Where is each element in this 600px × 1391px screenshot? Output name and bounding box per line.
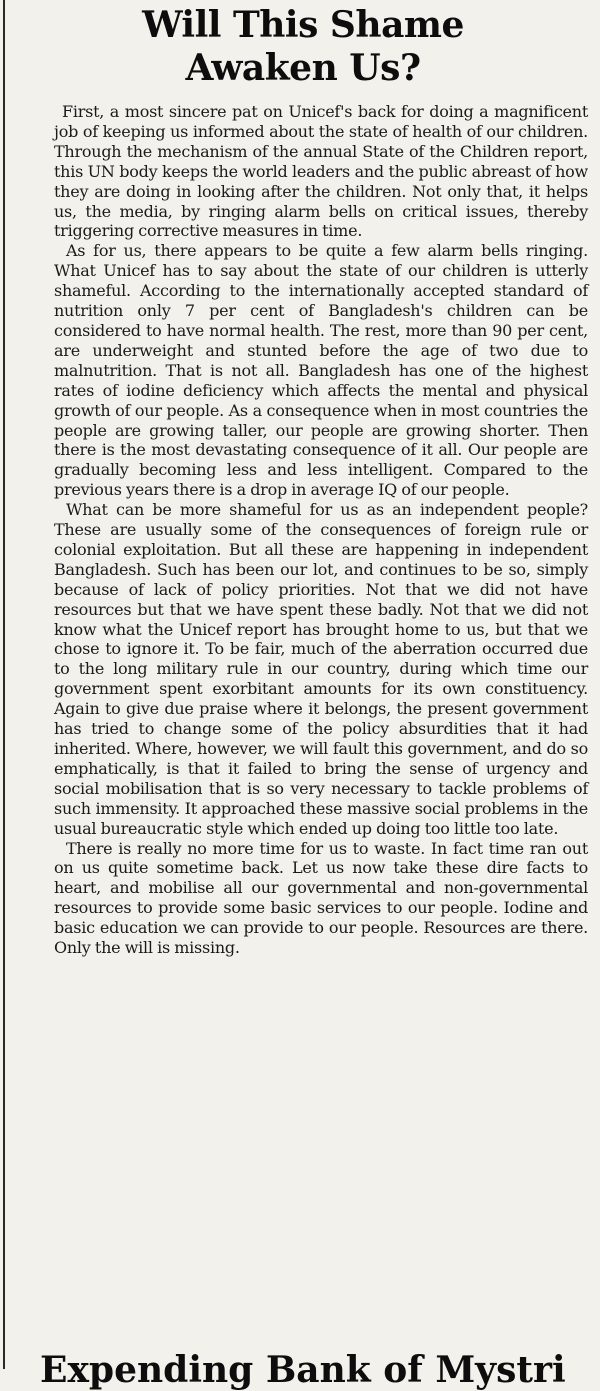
article-headline (14, 4, 592, 90)
next-article-headline: Expending Bank of Mystri (40, 1349, 566, 1391)
paragraph-1: First, a most sincere pat on Unicef's back for doing a magnificent job of keeping us informed about the state of health of our children. Through the mechanism of the annual State of the Children report, this UN body keeps the world leaders and the public abreast of how they are doing in looking after the children. Not only that, it helps us, the media, by ringing alarm bells on critical issues, thereby triggering corrective measures in time. (54, 102, 588, 241)
editorial-article (14, 4, 592, 958)
paragraph-4: There is really no more time for us to waste. In fact time ran out on us quite sometime back. Let us now take these dire facts to heart, and mobilise all our governmental and non-governmental resources to provide some basic services to our people. Iodine and basic education we can provide to our people. Resources are there. Only the will is missing. (54, 838, 588, 958)
headline-line-1: Will This Shame (142, 4, 464, 46)
paragraph-2: As for us, there appears to be quite a few alarm bells ringing. What Unicef has to say about the state of our children is utterly shameful. According to the internationally accepted standard of nutrition only 7 per cent of Bangladesh's children can be considered to have normal health. The rest, more than 90 per cent, are underweight and stunted before the age of two due to malnutrition. That is not all. Bangladesh has one of the highest rates of iodine deficiency which affects the mental and physical growth of our people. As a consequence when in most countries the people are growing taller, our people are growing shorter. Then there is the most devastating consequence of it all. Our people are gradually becoming less and less intelligent. Compared to the previous years there is a drop in average IQ of our people. (54, 241, 588, 500)
paragraph-3: What can be more shameful for us as an independent people? These are usually some of the consequences of foreign rule or colonial exploitation. But all these are happening in independent Bangladesh. Such has been our lot, and continues to be so, simply because of lack of policy priorities. Not that we did not have resources but that we have spent these badly. Not that we did not know what the Unicef report has brought home to us, but that we chose to ignore it. To be fair, much of the aberration occurred due to the long military rule in our country, during which time our government spent exorbitant amounts for its own constituency. Again to give due praise where it belongs, the present government has tried to change some of the policy absurdities that it had inherited. Where, however, we will fault this government, and do so emphatically, is that it failed to bring the sense of urgency and social mobilisation that is so very necessary to tackle problems of such immensity. It approached these massive social problems in the usual bureaucratic style which ended up doing too little too late. (54, 500, 588, 838)
column-rule (3, 0, 5, 1369)
headline-line-2: Awaken Us? (185, 47, 421, 89)
article-body (14, 102, 592, 958)
